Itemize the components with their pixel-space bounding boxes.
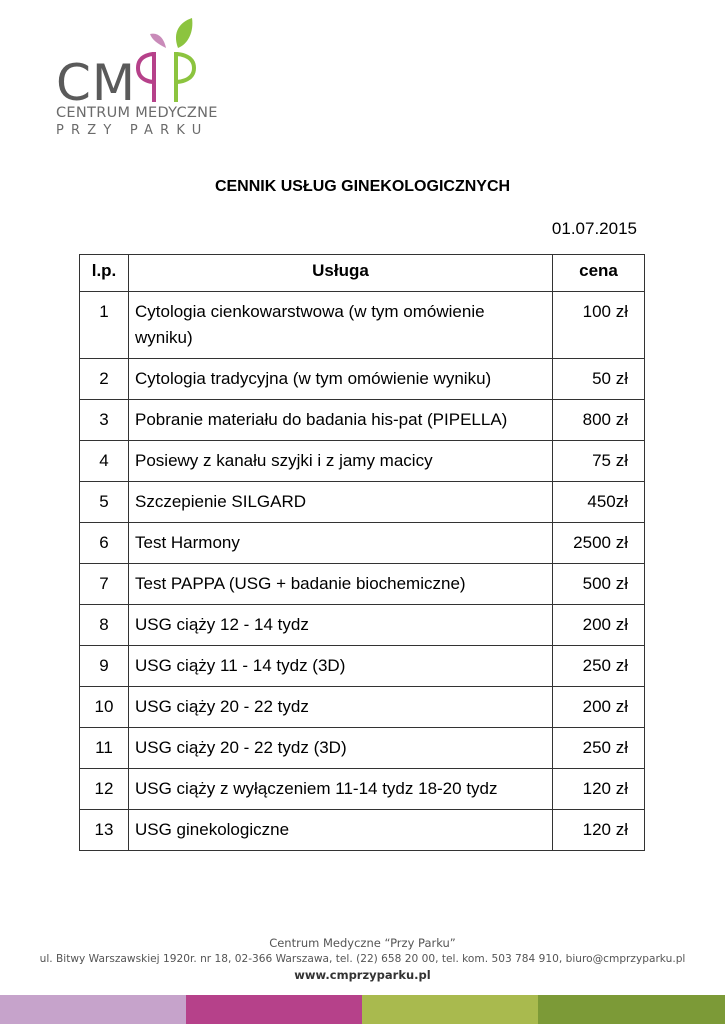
table-row [80,728,645,769]
row-lp: 8 [80,605,129,646]
footer-address: ul. Bitwy Warszawskiej 1920r. nr 18, 02-366 Warszawa, tel. (22) 658 20 00, tel. kom. 503 784 910, biuro@cmprzyparku.pl [39,953,686,965]
logo-name-line2: PRZY PARKU [56,123,209,138]
table-row [80,646,645,687]
page-title: CENNIK USŁUG GINEKOLOGICZNYCH [214,178,511,195]
row-price: 250 zł [553,646,645,687]
row-price: 75 zł [553,441,645,482]
row-price: 50 zł [553,359,645,400]
table-row [80,564,645,605]
row-service: USG ciąży 20 - 22 tydz [129,687,553,728]
footer-clinic-name: Centrum Medyczne “Przy Parku” [269,936,456,950]
row-price: 800 zł [553,400,645,441]
row-lp: 13 [80,810,129,851]
clinic-logo [54,18,234,138]
row-lp: 4 [80,441,129,482]
table-row [80,441,645,482]
row-service: USG ciąży 20 - 22 tydz (3D) [129,728,553,769]
row-price: 450zł [553,482,645,523]
row-lp: 6 [80,523,129,564]
table-row [80,523,645,564]
row-price: 250 zł [553,728,645,769]
color-bar [0,995,186,1024]
color-bar [362,995,538,1024]
footer-website: www.cmprzyparku.pl [294,968,431,982]
logo-letters: CM [56,54,137,112]
table-row [80,605,645,646]
table-row [80,482,645,523]
row-service: Pobranie materiału do badania his-pat (PIPELLA) [129,400,553,441]
row-lp: 3 [80,400,129,441]
table-row [80,810,645,851]
row-service: Cytologia tradycyjna (w tym omówienie wyniku) [129,359,553,400]
row-service: USG ciąży 12 - 14 tydz [129,605,553,646]
document-date: 01.07.2015 [551,219,637,238]
row-price: 200 zł [553,687,645,728]
table-row [80,687,645,728]
row-lp: 2 [80,359,129,400]
row-lp: 11 [80,728,129,769]
row-price: 100 zł [553,292,645,359]
row-service: USG ginekologiczne [129,810,553,851]
table-row [80,400,645,441]
row-price: 2500 zł [553,523,645,564]
table-row [80,769,645,810]
row-service: Posiewy z kanału szyjki i z jamy macicy [129,441,553,482]
row-lp: 5 [80,482,129,523]
header-price: cena [553,255,645,292]
table-row [80,359,645,400]
row-price: 500 zł [553,564,645,605]
table-header-row [80,255,645,292]
row-lp: 12 [80,769,129,810]
row-price: 120 zł [553,769,645,810]
color-bar [538,995,725,1024]
row-lp: 9 [80,646,129,687]
row-service: Test Harmony [129,523,553,564]
row-price: 120 zł [553,810,645,851]
header-lp: l.p. [80,255,129,292]
header-service: Usługa [129,255,553,292]
row-service: Szczepienie SILGARD [129,482,553,523]
row-service: USG ciąży z wyłączeniem 11-14 tydz 18-20 tydz [129,769,553,810]
row-service: Cytologia cienkowarstwowa (w tym omówienie wyniku) [129,292,553,359]
logo-name-line1: CENTRUM MEDYCZNE [56,105,218,121]
color-bar [186,995,362,1024]
row-lp: 7 [80,564,129,605]
row-price: 200 zł [553,605,645,646]
footer-color-bars [0,995,725,1024]
row-lp: 10 [80,687,129,728]
row-service: USG ciąży 11 - 14 tydz (3D) [129,646,553,687]
price-table [79,254,645,851]
footer [0,935,725,983]
table-row [80,292,645,359]
row-service: Test PAPPA (USG + badanie biochemiczne) [129,564,553,605]
row-lp: 1 [80,292,129,359]
